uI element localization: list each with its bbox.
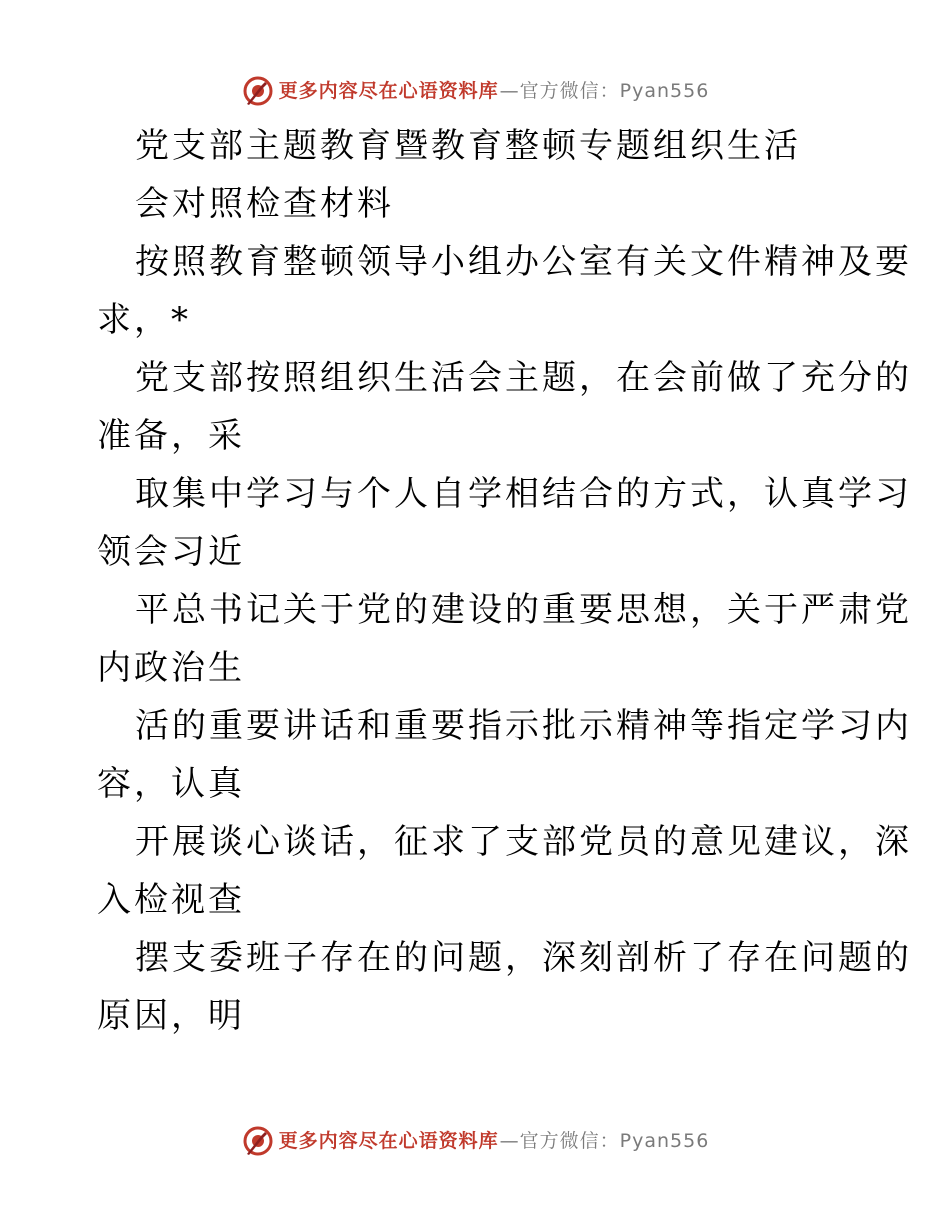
paragraph-line: 内政治生 [97,648,245,688]
paragraph-line: 摆支委班子存在的问题，深刻剖析了存在问题的 [135,938,912,978]
document-title-line-1: 党支部主题教育暨教育整顿专题组织生活 [135,126,801,166]
paragraph-line: 活的重要讲话和重要指示批示精神等指定学习内 [135,706,912,746]
document-title-line-2: 会对照检查材料 [135,184,394,224]
document-body [97,117,912,1045]
banner-contact-text: 官方微信：Pyan556 [519,1129,710,1152]
footer-banner [0,1121,950,1161]
paragraph-line: 按照教育整顿领导小组办公室有关文件精神及要 [135,242,912,282]
paragraph-line: 原因，明 [97,996,245,1036]
quill-circle-logo-icon [241,74,275,108]
paragraph-line: 党支部按照组织生活会主题，在会前做了充分的 [135,358,912,398]
banner-brand-text: 更多内容尽在心语资料库 [278,79,499,102]
banner-dash: — [499,1129,519,1152]
paragraph-line: 取集中学习与个人自学相结合的方式，认真学习 [135,474,912,514]
banner-contact-text: 官方微信：Pyan556 [519,79,710,102]
paragraph-line: 入检视查 [97,880,245,920]
paragraph-line: 平总书记关于党的建设的重要思想，关于严肃党 [135,590,912,630]
paragraph-line: 开展谈心谈话，征求了支部党员的意见建议，深 [135,822,912,862]
paragraph-line: 求，* [97,300,191,340]
quill-circle-logo-icon [241,1124,275,1158]
header-banner [0,71,950,111]
paragraph-line: 准备，采 [97,416,245,456]
banner-brand-text: 更多内容尽在心语资料库 [278,1129,499,1152]
paragraph-line: 容，认真 [97,764,245,804]
paragraph-line: 领会习近 [97,532,245,572]
banner-dash: — [499,79,519,102]
